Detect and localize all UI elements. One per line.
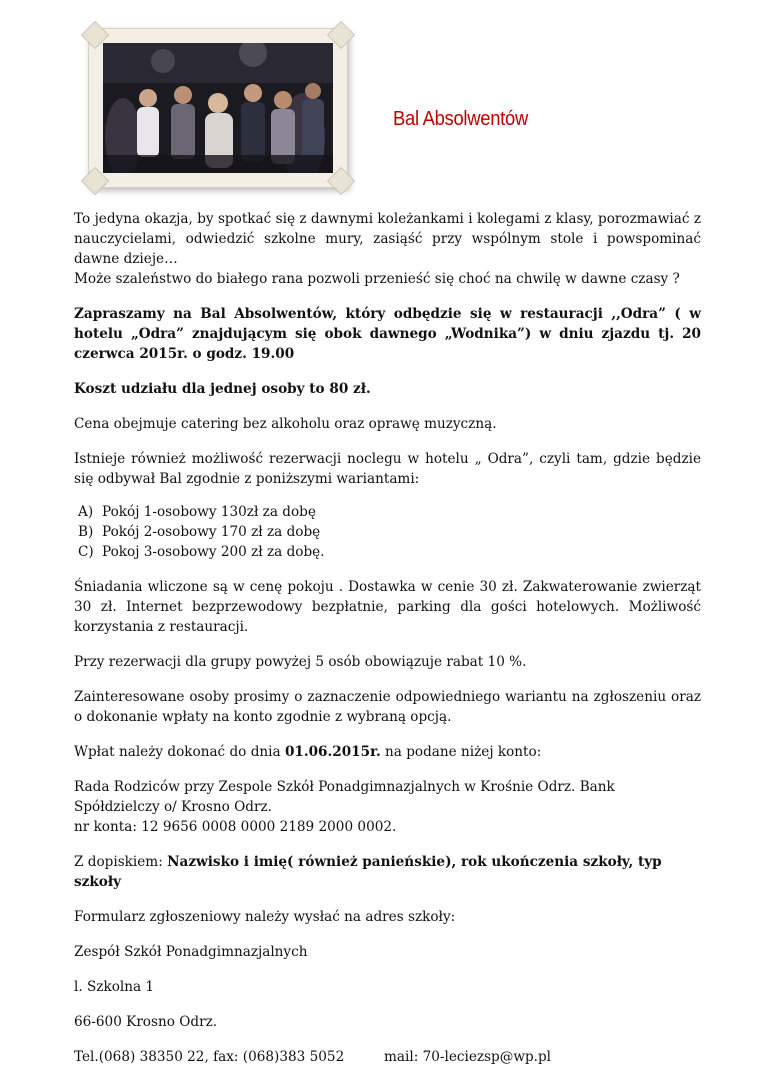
account-number: nr konta: 12 9656 0008 0000 2189 2000 0002. (74, 819, 397, 835)
email-address: mail: 70-leciezsp@wp.pl (384, 1049, 552, 1065)
price-includes-paragraph: Cena obejmuje catering bez alkoholu oraz oprawę muzyczną. (74, 416, 497, 432)
list-item: C) Pokoj 3-osobowy 200 zł za dobę. (78, 544, 325, 560)
intro-paragraph (74, 209, 701, 289)
payment-paragraph: Wpłat należy dokonać do dnia 01.06.2015r. na podane niżej konto: (74, 744, 542, 760)
event-photo-frame (88, 28, 348, 188)
school-city: 66-600 Krosno Odrz. (74, 1014, 218, 1030)
intro-text: To jedyna okazja, by spotkać się z dawnymi koleżankami i kolegami z klasy, porozmawiać z nauczycielami, odwiedzić szkolne mury, zasiąść przy wspólnym stole i powspominać dawne dzieje… (74, 211, 701, 267)
contact-row (74, 1047, 701, 1067)
intro-question: Może szaleństwo do białego rana pozwoli przenieść się choć na chwilę w dawne czasy ? (74, 271, 680, 287)
invitation-paragraph: Zapraszamy na Bal Absolwentów, który odbędzie się w restauracji ,,Odra” ( w hotelu „Odra” znajdującym się obok dawnego „Wodnika”) w dniu zjazdu tj. 20 czerwca 2015r. o godz. 19.00 (74, 306, 701, 362)
account-holder: Rada Rodziców przy Zespole Szkół Ponadgimnazjalnych w Krośnie Odrz. Bank Spółdzielczy o/ Krosno Odrz. (74, 779, 615, 815)
accommodation-paragraph: Istnieje również możliwość rezerwacji noclegu w hotelu „ Odra”, czyli tam, gdzie będzie się odbywał Bal zgodnie z poniższymi wariantami: (74, 451, 701, 487)
address-block (74, 852, 701, 1067)
discount-paragraph: Przy rezerwacji dla grupy powyżej 5 osób obowiązuje rabat 10 %. (74, 654, 527, 670)
page-title: Bal Absolwentów (393, 108, 528, 130)
party-photo (103, 43, 333, 173)
school-street: l. Szkolna 1 (74, 979, 155, 995)
cost-paragraph: Koszt udziału dla jednej osoby to 80 zł. (74, 381, 371, 397)
request-paragraph: Zainteresowane osoby prosimy o zaznaczenie odpowiedniego wariantu na zgłoszeniu oraz o dokonanie wpłaty na konto zgodnie z wybraną opcją. (74, 689, 701, 725)
account-paragraph (74, 777, 701, 837)
phone-fax: Tel.(068) 38350 22, fax: (068)383 5052 (74, 1049, 345, 1065)
school-name: Zespół Szkół Ponadgimnazjalnych (74, 944, 308, 960)
address-intro: Formularz zgłoszeniowy należy wysłać na adres szkoły: (74, 909, 456, 925)
list-item: B) Pokój 2-osobowy 170 zł za dobę (78, 524, 321, 540)
list-item: A) Pokój 1-osobowy 130zł za dobę (78, 504, 316, 520)
amenities-paragraph: Śniadania wliczone są w cenę pokoju . Dostawka w cenie 30 zł. Zakwaterowanie zwierząt 30 zł. Internet bezprzewodowy bezpłatnie, parking dla gości hotelowych. Możliwość korzystania z restauracji. (74, 579, 701, 635)
room-options-list (74, 502, 701, 562)
note-line: Z dopiskiem: Nazwisko i imię( również panieńskie), rok ukończenia szkoły, typ szkoły (74, 854, 662, 890)
letter-body (74, 209, 701, 1067)
payment-deadline: 01.06.2015r. (284, 744, 381, 760)
